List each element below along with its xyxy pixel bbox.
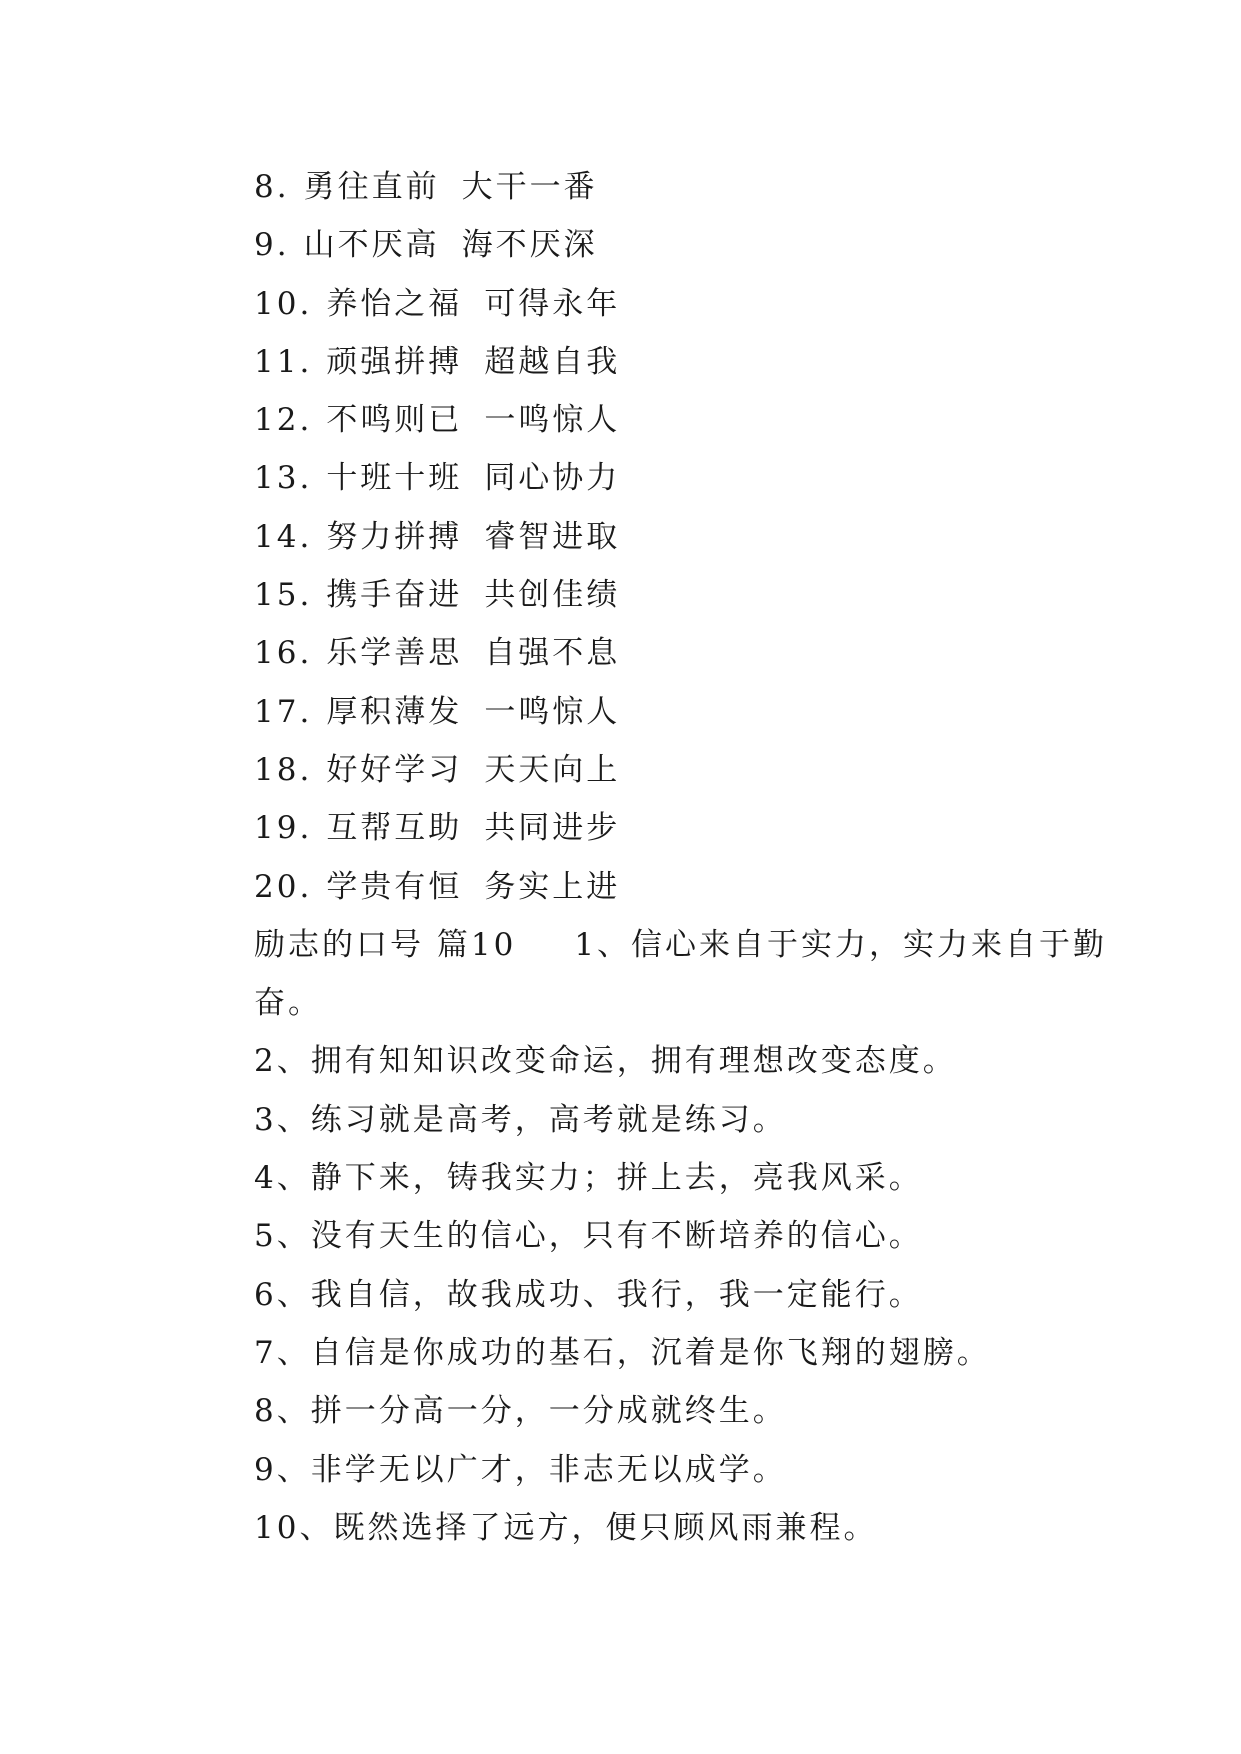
slogan-line: [190, 683, 1070, 741]
slogan-second-half: 共同进步: [484, 810, 621, 847]
slogan-first-half: 乐学善思: [326, 635, 463, 672]
slogan-line: [190, 391, 1070, 449]
document-body: [190, 158, 1108, 1557]
slogan-number: 13.: [254, 460, 313, 497]
slogan-first-half: 勇往直前: [303, 169, 440, 205]
slogan-number: 9.: [254, 227, 290, 264]
slogan-line: [190, 449, 1070, 507]
list-item: 2、拥有知知识改变命运，拥有理想改变态度。: [254, 1043, 957, 1080]
slogan-line: [190, 566, 1070, 624]
slogan-number: 11.: [254, 343, 313, 380]
slogan-first-half: 不鸣则已: [326, 402, 463, 439]
slogan-first-half: 山不厌高: [303, 227, 440, 264]
slogan-first-half: 十班十班: [326, 460, 463, 497]
slogan-second-half: 可得永年: [484, 285, 621, 322]
list-item: 4、静下来，铸我实力；拼上去，亮我风采。: [254, 1160, 923, 1197]
slogan-number: 17.: [254, 693, 313, 730]
list-item: 5、没有天生的信心，只有不断培养的信心。: [254, 1218, 923, 1255]
slogan-first-half: 养怡之福: [326, 285, 463, 322]
slogan-number: 8.: [254, 169, 290, 205]
slogan-second-half: 睿智进取: [484, 518, 621, 555]
list-item: 6、我自信，故我成功、我行，我一定能行。: [254, 1276, 923, 1313]
slogan-first-half: 互帮互助: [326, 810, 463, 847]
slogan-first-half: 努力拼搏: [326, 518, 463, 555]
slogan-line: [190, 216, 1070, 274]
slogan-second-half: 大干一番: [461, 169, 598, 205]
slogan-first-half: 厚积薄发: [326, 693, 463, 730]
slogan-number: 12.: [254, 402, 313, 439]
slogan-second-half: 海不厌深: [461, 227, 598, 264]
slogan-second-half: 一鸣惊人: [484, 402, 621, 439]
slogan-line: [190, 624, 1070, 682]
slogan-number: 18.: [254, 751, 313, 788]
slogan-second-half: 同心协力: [484, 460, 621, 497]
slogan-line: [190, 858, 1070, 916]
slogan-line: [190, 508, 1070, 566]
section-paragraph: [190, 916, 1134, 1033]
slogan-line: [190, 333, 1070, 391]
slogan-number: 19.: [254, 810, 313, 847]
slogan-second-half: 超越自我: [484, 343, 621, 380]
slogan-number: 10.: [254, 285, 313, 322]
list-item: 7、自信是你成功的基石，沉着是你飞翔的翅膀。: [254, 1334, 991, 1371]
slogan-number: 20.: [254, 868, 313, 905]
slogan-second-half: 天天向上: [484, 751, 621, 788]
slogan-line: [190, 158, 1070, 216]
slogan-first-half: 携手奋进: [326, 577, 463, 614]
slogan-line: [190, 741, 1070, 799]
section-heading: 励志的口号 篇10: [254, 926, 517, 963]
slogan-first-half: 顽强拼搏: [326, 343, 463, 380]
slogan-second-half: 一鸣惊人: [484, 693, 621, 730]
list-item: 9、非学无以广才，非志无以成学。: [254, 1451, 787, 1488]
slogan-line: [190, 799, 1070, 857]
slogan-number: 14.: [254, 518, 313, 555]
slogan-first-half: 学贵有恒: [326, 868, 463, 905]
slogan-line: [190, 275, 1070, 333]
slogan-second-half: 共创佳绩: [484, 577, 621, 614]
slogan-number: 15.: [254, 577, 313, 614]
list-item: 3、练习就是高考，高考就是练习。: [254, 1101, 787, 1138]
slogan-first-half: 好好学习: [326, 751, 463, 788]
list-item: 10、既然选择了远方，便只顾风雨兼程。: [254, 1509, 878, 1546]
slogan-second-half: 自强不息: [484, 635, 621, 672]
slogan-number: 16.: [254, 635, 313, 672]
section-first-item: 1、信心来自于实力，实力来自于勤奋。: [254, 926, 1108, 1022]
slogan-second-half: 务实上进: [484, 868, 621, 905]
list-item: 8、拼一分高一分，一分成就终生。: [254, 1393, 787, 1430]
